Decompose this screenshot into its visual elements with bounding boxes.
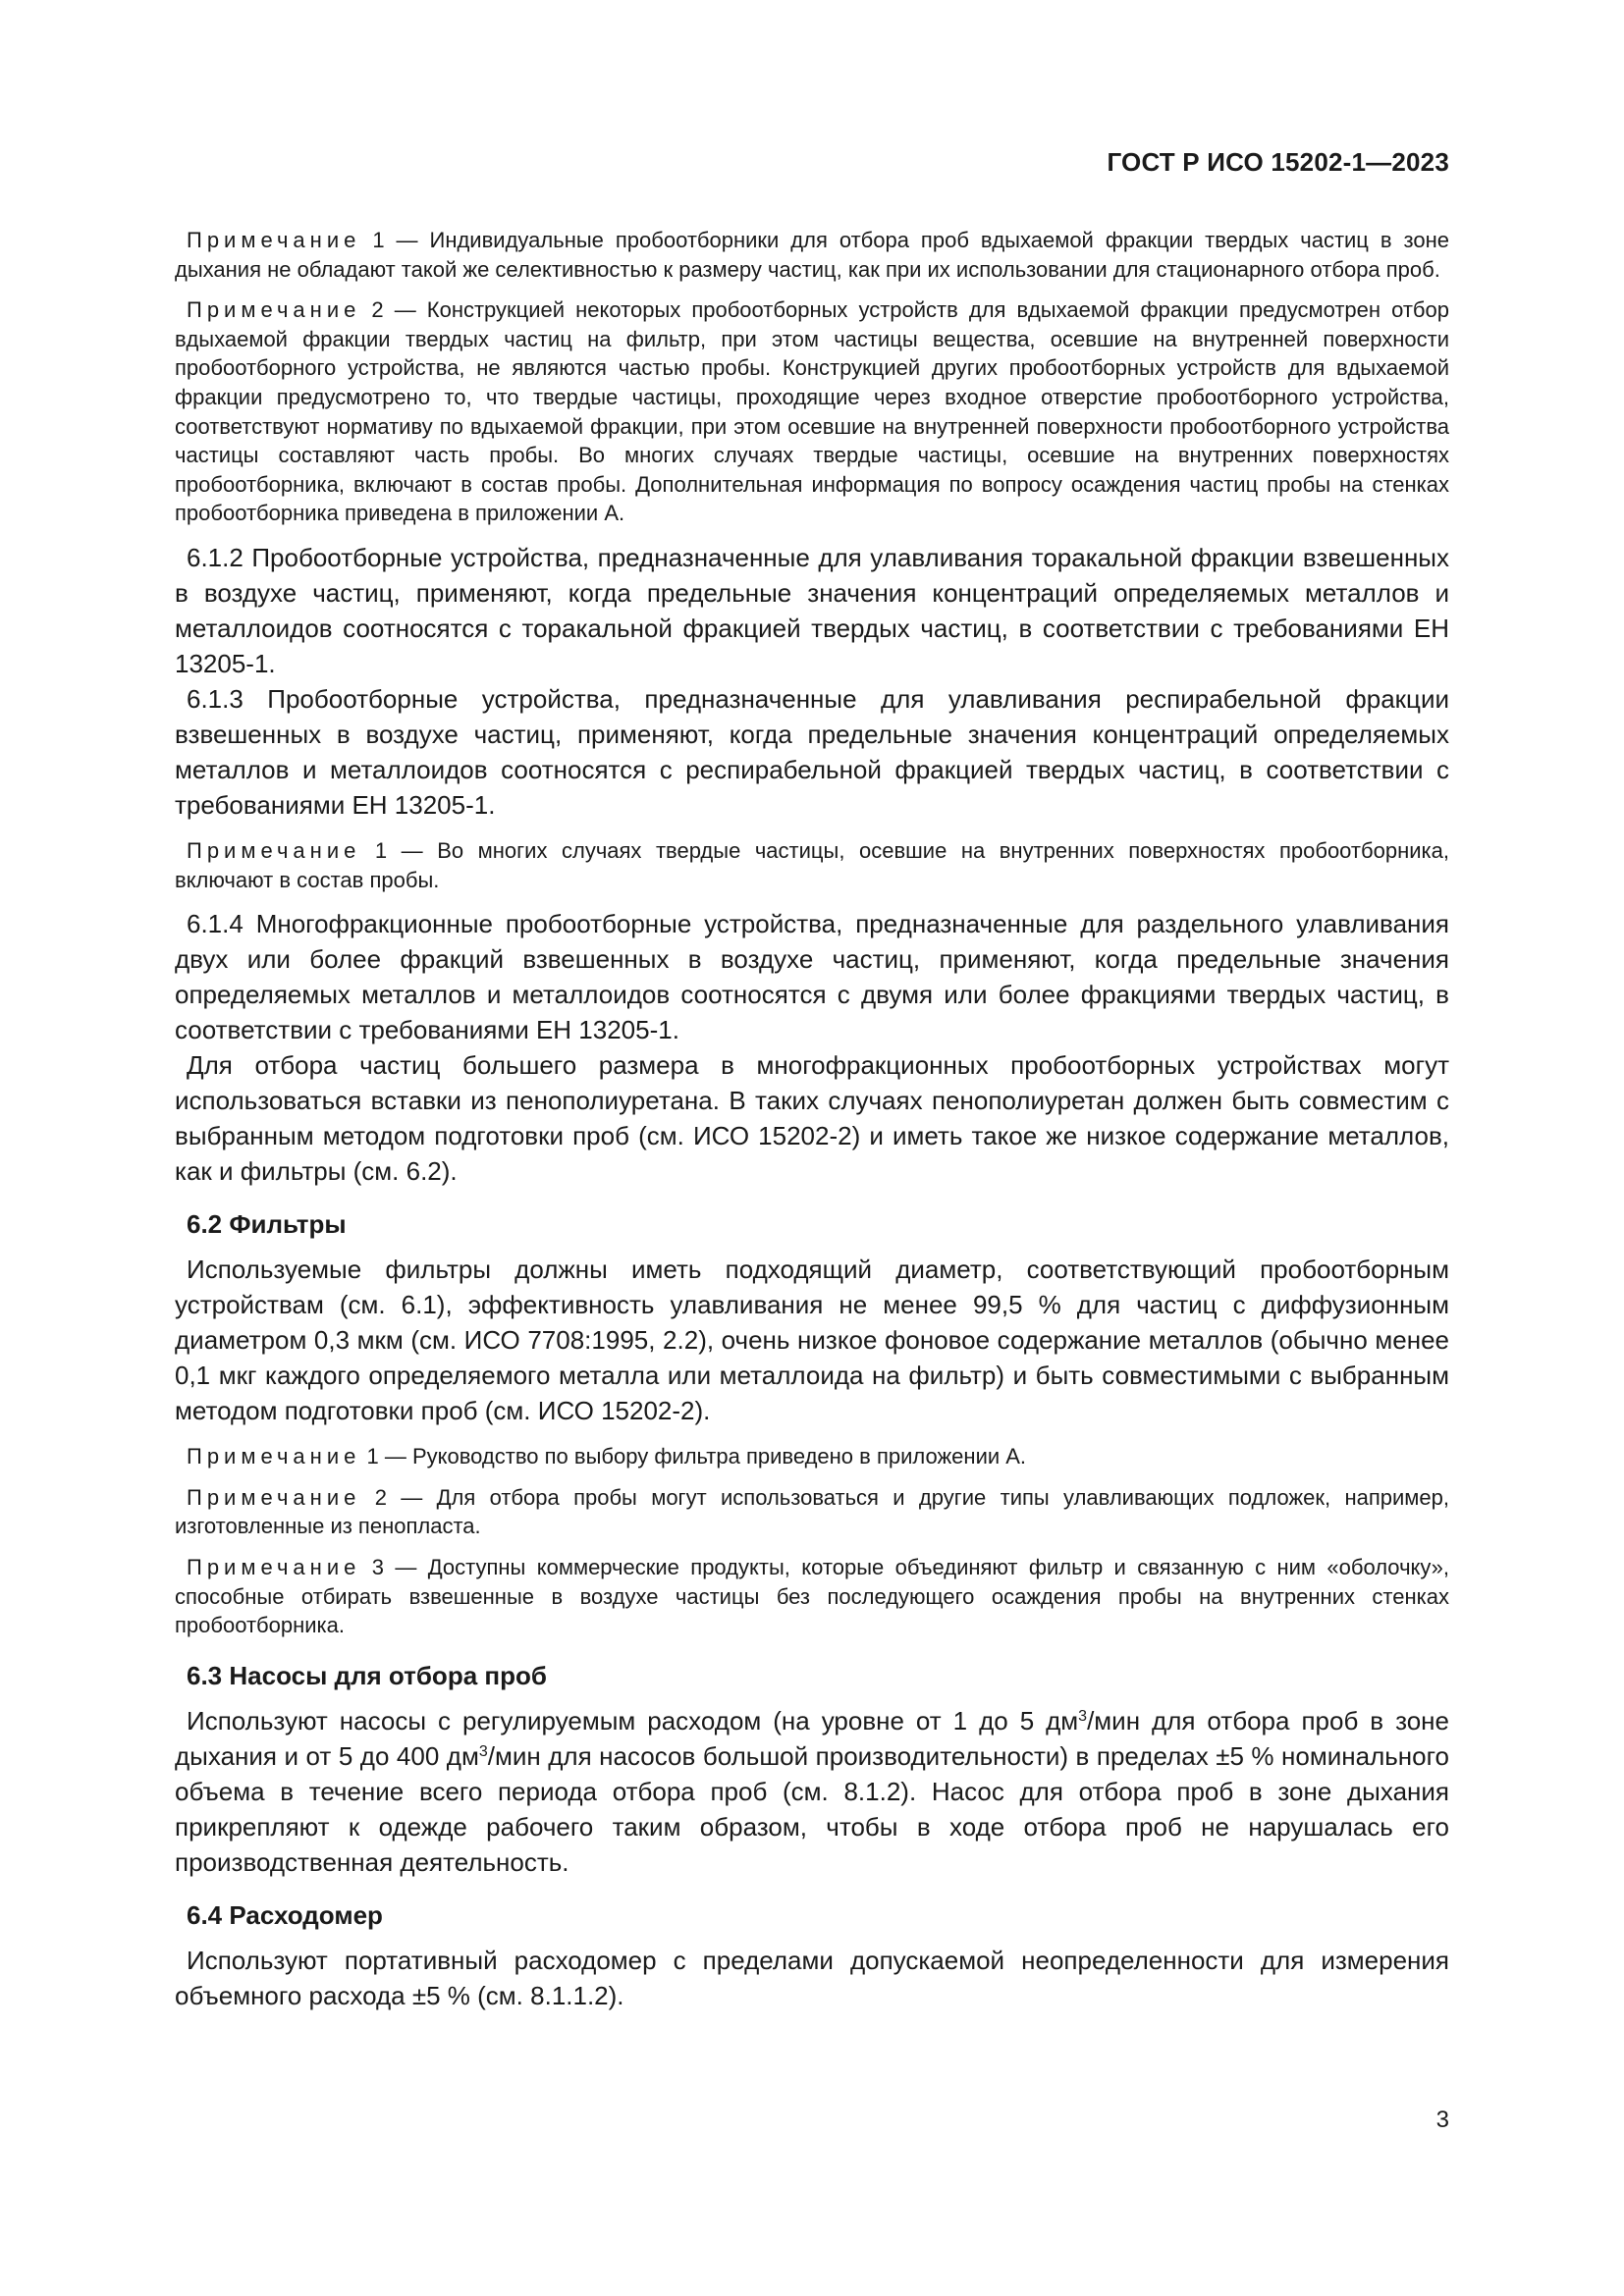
clause-6-1-4: 6.1.4 Многофракционные пробоотборные устройства, предназначенные для раздельного улавливания двух или более фракций взвешенных в воздухе частиц, применяют, когда предельные значения определяемых металлов и металлоидов соотносятся с двумя или более фракциями твердых частиц, в соответствии с требованиями ЕН 13205-1.	[175, 909, 1449, 1045]
document-code-header: ГОСТ Р ИСО 15202-1—2023	[1107, 147, 1449, 177]
clause-6-1-2: 6.1.2 Пробоотборные устройства, предназначенные для улавливания торакальной фракции взвешенных в воздухе частиц, применяют, когда предельные значения концентраций определяемых металлов и металлоидов соотносятся с торакальной фракцией твердых частиц, в соответствии с требованиями ЕН 13205-1.	[175, 542, 1449, 678]
page-number: 3	[1435, 2107, 1449, 2133]
note-text: Доступны коммерческие продукты, которые объединяют фильтр и связанную с ним «оболочку», способные отбирать взвешенные в воздухе частицы без последующего осаждения пробы на внутренних стенках пробоотборника.	[175, 1554, 1449, 1638]
note-paragraph: Примечание 2 — Для отбора пробы могут использоваться и другие типы улавливающих подложек, например, изготовленные из пенопласта.	[175, 1484, 1449, 1539]
clause-6-3-part-c: /мин для насосов большой производительности) в пределах ±5 % номинального объема в течение всего периода отбора проб (см. 8.1.2). Насос для отбора проб в зоне дыхания прикрепляют к одежде рабочего таким образом, чтобы в ходе отбора проб не нарушалась его производственная деятельность.	[175, 1740, 1449, 1877]
note-number: 1	[374, 837, 388, 863]
superscript-3: 3	[478, 1742, 488, 1760]
note-label: Примечание	[187, 1444, 361, 1469]
superscript-3: 3	[1078, 1707, 1088, 1725]
clause-6-2-text: Используемые фильтры должны иметь подходящий диаметр, соответствующий пробоотборным устройствам (см. 6.1), эффективность улавливания не менее 99,5 % для частиц с диффузионным диаметром 0,3 мкм (см. ИСО 7708:1995, 2.2), очень низкое фоновое содержание металлов (обычно менее 0,1 мкг каждого определяемого металла или металлоида на фильтр) и быть совместимыми с выбранным методом подготовки проб (см. ИСО 15202-2).	[175, 1255, 1449, 1426]
note-text: Индивидуальные пробоотборники для отбора проб вдыхаемой фракции твердых частиц в зоне дыхания не обладают такой же селективностью к размеру частиц, как при их использовании для стационарного отбора проб.	[175, 228, 1449, 282]
clause-6-1-3: 6.1.3 Пробоотборные устройства, предназначенные для улавливания респирабельной фракции взвешенных в воздухе частиц, применяют, когда предельные значения концентраций определяемых металлов и металлоидов соотносятся с респирабельной фракцией твердых частиц, в соответствии с требованиями ЕН 13205-1.	[175, 683, 1449, 820]
note-label: Примечание	[187, 1484, 361, 1510]
note-label: Примечание	[187, 1554, 361, 1579]
note-label: Примечание	[187, 228, 361, 252]
note-paragraph: Примечание 1 — Во многих случаях твердые частицы, осевшие на внутренних поверхностях пробоотборника, включают в состав пробы.	[175, 837, 1449, 892]
note-label: Примечание	[187, 297, 361, 323]
note-paragraph: Примечание 3 — Доступны коммерческие продукты, которые объединяют фильтр и связанную с ним «оболочку», способные отбирать взвешенные в воздухе частицы без последующего осаждения пробы на внутренних стенках пробоотборника.	[175, 1554, 1449, 1638]
note-text: Руководство по выбору фильтра приведено в приложении А.	[411, 1444, 1027, 1469]
note-text: Во многих случаях твердые частицы, осевшие на внутренних поверхностях пробоотборника, включают в состав пробы.	[175, 837, 1449, 892]
clause-6-3-part-b: /мин для отбора проб в зоне дыхания и от 5 до 400 дм	[175, 1705, 1449, 1771]
note-paragraph: Примечание 2 — Конструкцией некоторых пробоотборных устройств для вдыхаемой фракции предусмотрен отбор вдыхаемой фракции твердых частиц на фильтр, при этом частицы вещества, осевшие на внутренней поверхности пробоотборного устройства, не являются частью пробы. Конструкцией других пробоотборных устройств для вдыхаемой фракции предусмотрено то, что твердые частицы, проходящие через входное отверстие пробоотборного устройства, соответствуют нормативу по вдыхаемой фракции, при этом осевшие на внутренней поверхности пробоотборного устройства частицы составляют часть пробы. Во многих случаях твердые частицы, осевшие на внутренних поверхностях пробоотборника, включают в состав пробы. Дополнительная информация по вопросу осаждения частиц пробы на стенках пробоотборника приведена в приложении А.	[175, 297, 1449, 526]
note-paragraph: Примечание 1 — Индивидуальные пробоотборники для отбора проб вдыхаемой фракции твердых частиц в зоне дыхания не обладают такой же селективностью к размеру частиц, как при их использовании для стационарного отбора проб.	[175, 228, 1449, 282]
clause-6-4-text: Используют портативный расходомер с пределами допускаемой неопределенности для измерения объемного расхода ±5 % (см. 8.1.1.2).	[175, 1945, 1449, 2010]
note-label: Примечание	[187, 837, 361, 863]
clause-6-3-part-a: Используют насосы с регулируемым расходом (на уровне от 1 до 5 дм	[187, 1705, 1079, 1735]
note-number: 3	[371, 1554, 384, 1579]
note-number: 2	[371, 297, 384, 323]
page-content	[175, 220, 1449, 2013]
clause-6-1-4-continuation: Для отбора частиц большего размера в многофракционных пробоотборных устройствах могут использоваться вставки из пенополиуретана. В таких случаях пенополиуретан должен быть совместим с выбранным методом подготовки проб (см. ИСО 15202-2) и иметь такое же низкое содержание металлов, как и фильтры (см. 6.2).	[175, 1050, 1449, 1187]
note-number: 1	[372, 228, 385, 252]
clause-6-3-text	[175, 1703, 1449, 1880]
note-text: Для отбора пробы могут использоваться и другие типы улавливающих подложек, например, изготовленные из пенопласта.	[175, 1484, 1449, 1539]
section-heading-6-4: 6.4 Расходомер	[187, 1899, 383, 1930]
note-paragraph: Примечание 1 — Руководство по выбору фильтра приведено в приложении А.	[187, 1444, 1027, 1469]
note-text: Конструкцией некоторых пробоотборных устройств для вдыхаемой фракции предусмотрен отбор вдыхаемой фракции твердых частиц на фильтр, при этом частицы вещества, осевшие на внутренней поверхности пробоотборного устройства, не являются частью пробы. Конструкцией других пробоотборных устройств для вдыхаемой фракции предусмотрено то, что твердые частицы, проходящие через входное отверстие пробоотборного устройства, соответствуют нормативу по вдыхаемой фракции, при этом осевшие на внутренней поверхности пробоотборного устройства частицы составляют часть пробы. Во многих случаях твердые частицы, осевшие на внутренних поверхностях пробоотборника, включают в состав пробы. Дополнительная информация по вопросу осаждения частиц пробы на стенках пробоотборника приведена в приложении А.	[175, 297, 1449, 526]
note-number: 2	[374, 1484, 387, 1510]
section-heading-6-3: 6.3 Насосы для отбора проб	[187, 1660, 547, 1690]
note-number: 1	[366, 1444, 379, 1469]
section-heading-6-2: 6.2 Фильтры	[187, 1209, 347, 1240]
